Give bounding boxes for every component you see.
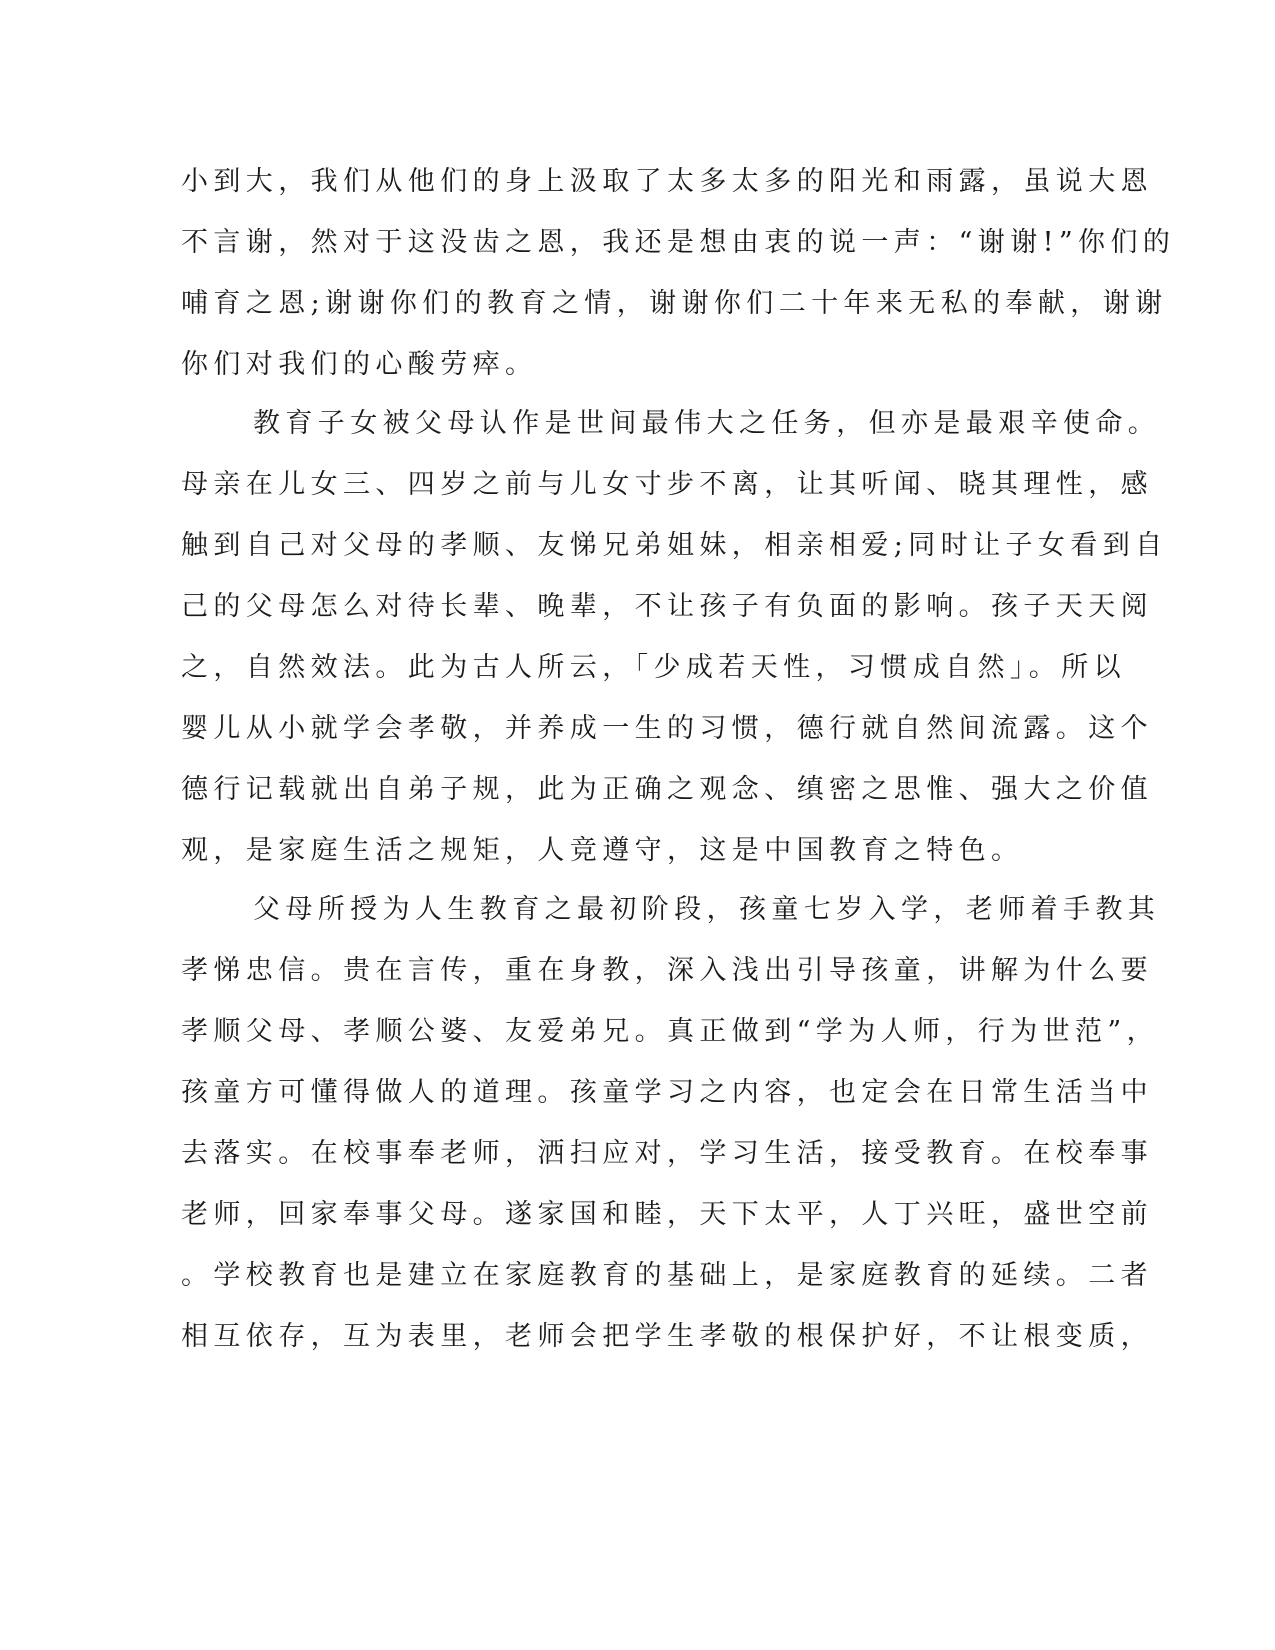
text-line: 己的父母怎么对待长辈、晚辈，不让孩子有负面的影响。孩子天天阅	[181, 591, 1153, 622]
text-line: 去落实。在校事奉老师，洒扫应对，学习生活，接受教育。在校奉事	[181, 1138, 1153, 1169]
text-line: 不言谢，然对于这没齿之恩，我还是想由衷的说一声：“谢谢!”你们的	[181, 227, 1176, 258]
text-line: 之，自然效法。此为古人所云，「少成若天性，习惯成自然」。所以	[181, 652, 1126, 683]
text-line: 教育子女被父母认作是世间最伟大之任务，但亦是最艰辛使命。	[253, 408, 1161, 439]
text-line: 婴儿从小就学会孝敬，并养成一生的习惯，德行就自然间流露。这个	[181, 713, 1153, 744]
paragraph-2	[181, 393, 1168, 881]
text-line: 。学校教育也是建立在家庭教育的基础上，是家庭教育的延续。二者	[181, 1260, 1153, 1291]
text-line: 哺育之恩;谢谢你们的教育之情，谢谢你们二十年来无私的奉献，谢谢	[181, 288, 1168, 319]
paragraph-3	[181, 879, 1161, 1367]
text-line: 父母所授为人生教育之最初阶段，孩童七岁入学，老师着手教其	[253, 894, 1161, 925]
body-text	[181, 151, 1176, 1367]
text-line: 老师，回家奉事父母。遂家国和睦，天下太平，人丁兴旺，盛世空前	[181, 1199, 1153, 1230]
text-line: 你们对我们的心酸劳瘁。	[181, 349, 538, 380]
text-line: 观，是家庭生活之规矩，人竞遵守，这是中国教育之特色。	[181, 835, 1024, 866]
text-line: 孩童方可懂得做人的道理。孩童学习之内容，也定会在日常生活当中	[181, 1077, 1153, 1108]
text-line: 触到自己对父母的孝顺、友悌兄弟姐妹，相亲相爱;同时让子女看到自	[181, 530, 1168, 561]
text-line: 相互依存，互为表里，老师会把学生孝敬的根保护好，不让根变质，	[181, 1321, 1153, 1352]
text-line: 小到大，我们从他们的身上汲取了太多太多的阳光和雨露，虽说大恩	[181, 166, 1153, 197]
text-line: 母亲在儿女三、四岁之前与儿女寸步不离，让其听闻、晓其理性，感	[181, 469, 1153, 500]
text-line: 孝悌忠信。贵在言传，重在身教，深入浅出引导孩童，讲解为什么要	[181, 955, 1153, 986]
text-line: 德行记载就出自弟子规，此为正确之观念、缜密之思惟、强大之价值	[181, 774, 1153, 805]
text-line: 孝顺父母、孝顺公婆、友爱弟兄。真正做到“学为人师，行为世范”，	[181, 1016, 1160, 1047]
paragraph-1	[181, 151, 1176, 395]
